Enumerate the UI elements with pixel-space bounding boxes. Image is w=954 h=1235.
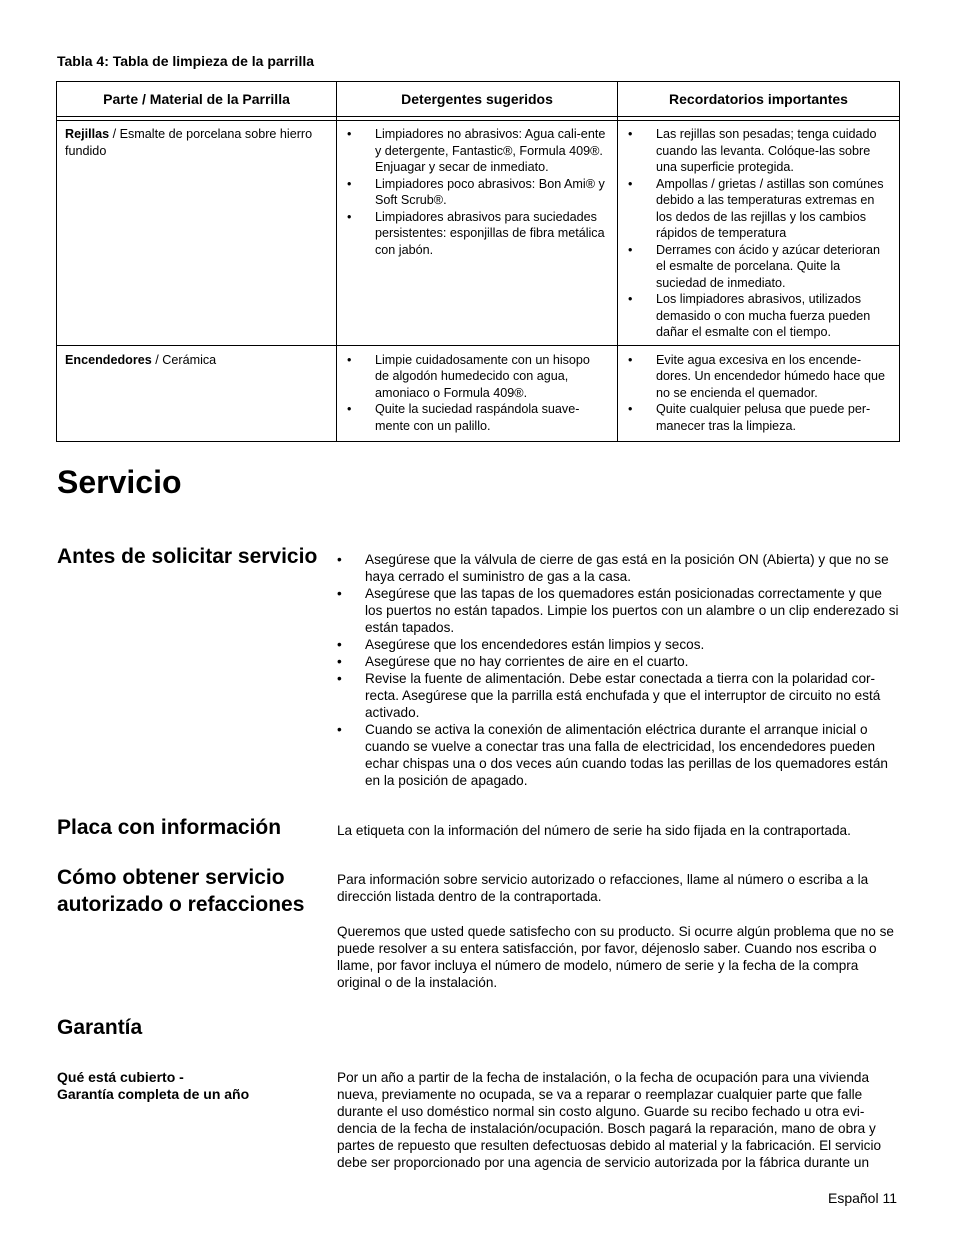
- section-heading-info-plate: Placa con información: [57, 816, 282, 839]
- list-item: • Limpiadores poco abrasivos: Bon Ami® y Soft Scrub®.: [345, 176, 607, 209]
- table-row: [57, 345, 900, 442]
- list-item: • Ampollas / grietas / astillas son comúnes debido a las temperaturas extremas en los dedos de las rejillas y los cambios rápidos de temperatura: [626, 176, 889, 242]
- list-item: • Los limpiadores abrasivos, utilizados demasido o con mucha fuerza pueden dañar el esmalte con el tiempo.: [626, 291, 889, 341]
- list-item: • Limpie cuidadosamente con un hisopo de algodón humedecido con agua, amoniaco o Formula 409®.: [345, 352, 607, 402]
- table-cell-part: [57, 345, 337, 442]
- list-item: • Asegúrese que los encendedores están limpios y secos.: [337, 636, 899, 653]
- table-cell-part: [57, 121, 337, 346]
- part-material: / Cerámica: [151, 352, 217, 367]
- info-plate-text: La etiqueta con la información del número de serie ha sido fijada en la contraportada.: [337, 823, 851, 838]
- list-item: • Las rejillas son pesadas; tenga cuidado cuando las levanta. Colóque-las sobre una superficie protegida.: [626, 126, 889, 176]
- warranty-subheading: [57, 1069, 249, 1103]
- table-header-part: Parte / Material de la Parrilla: [57, 82, 337, 117]
- list-item: • Cuando se activa la conexión de alimentación eléctrica durante el arranque inicial o cuando se vuelve a conectar tras una falla de electricidad, los encendedores pueden echar chispas una o dos veces aún cuando todas las perillas de los quemadores están en la posición de apagado.: [337, 721, 899, 789]
- list-item: • Revise la fuente de alimentación. Debe estar conectada a tierra con la polaridad cor-recta. Asegúrese que la parrilla está enchufada y que el interruptor de circuito no está activado.: [337, 670, 899, 721]
- list-item: • Derrames con ácido y azúcar deterioran el esmalte de porcelana. Quite la suciedad de inmediato.: [626, 242, 889, 292]
- list-item: • Asegúrese que no hay corrientes de aire en el cuarto.: [337, 653, 899, 670]
- page-footer: Español 11: [827, 1190, 897, 1206]
- list-item: • Evite agua excesiva en los encende-dores. Un encendedor húmedo hace que no se encienda el quemador.: [626, 352, 889, 402]
- part-name: Encendedores: [65, 352, 152, 367]
- list-item: • Asegúrese que la válvula de cierre de gas está en la posición ON (Abierta) y que no se haya cerrado el suministro de gas a la casa.: [337, 551, 899, 585]
- list-item: • Quite cualquier pelusa que puede per-manecer tras la limpieza.: [626, 401, 889, 434]
- section-heading-before-service: Antes de solicitar servicio: [57, 545, 318, 568]
- warranty-text: Por un año a partir de la fecha de instalación, o la fecha de ocupación para una vivienda nueva, previamente no ocupada, se va a reparar o reemplazar cualquier parte que falle durante el uso doméstico normal sin costo alguno. Guarde su recibo fechado u otra evi-dencia de la fecha de instalación/ocupación. Bosch pagará la reparación, mano de obra y partes de repuesto que resulten defectuosas debido al material y la fabricación. El servicio debe ser proporcionado por una agencia de servicio autorizada por la fábrica durante un: [337, 1070, 882, 1170]
- table-header-detergents: Detergentes sugeridos: [337, 82, 618, 117]
- part-material: / Esmalte de porcelana sobre hierro fundido: [65, 127, 313, 158]
- table-caption: Tabla 4: Tabla de limpieza de la parrilla: [57, 53, 315, 69]
- section-heading-warranty: Garantía: [57, 1016, 143, 1039]
- list-item: • Asegúrese que las tapas de los quemadores están posicionadas correctamente y que los puertos no están tapados. Limpie los puertos con un alambre o un clip enderezado si están tapados.: [337, 585, 899, 636]
- list-item: • Limpiadores abrasivos para suciedades persistentes: esponjillas de fibra metálica con jabón.: [345, 209, 607, 259]
- list-item: • Limpiadores no abrasivos: Agua cali-ente y detergente, Fantastic®, Formula 409®. Enjuagar y secar de inmediato.: [345, 126, 607, 176]
- page-title: Servicio: [57, 464, 182, 500]
- table-header-reminders: Recordatorios importantes: [618, 82, 900, 117]
- get-service-paragraph-2: Queremos que usted quede satisfecho con su producto. Si ocurre algún problema que no se puede resolver a su entera satisfacción, por favor, déjenoslo saber. Cuando nos escriba o llame, por favor incluya el número de modelo, número de serie y la fecha de la compra original o de la instalación.: [337, 924, 894, 990]
- table-cell-reminders: [618, 121, 900, 346]
- get-service-paragraph-1: Para información sobre servicio autorizado o refacciones, llame al número o escriba a la dirección listada dentro de la contraportada.: [337, 872, 869, 904]
- table-cell-reminders: [618, 345, 900, 442]
- table-cell-detergents: [337, 121, 618, 346]
- before-service-list: [337, 551, 899, 789]
- part-name: Rejillas: [65, 127, 110, 141]
- warranty-subheading-line-2: Garantía completa de un año: [57, 1086, 250, 1102]
- table-row: [57, 121, 900, 346]
- list-item: • Quite la suciedad raspándola suave-mente con un palillo.: [345, 401, 607, 434]
- warranty-subheading-line-1: Qué está cubierto -: [57, 1069, 184, 1085]
- cleaning-table: [56, 81, 900, 442]
- section-heading-get-service: Cómo obtener servicio autorizado o refacciones: [57, 866, 305, 916]
- table-cell-detergents: [337, 345, 618, 442]
